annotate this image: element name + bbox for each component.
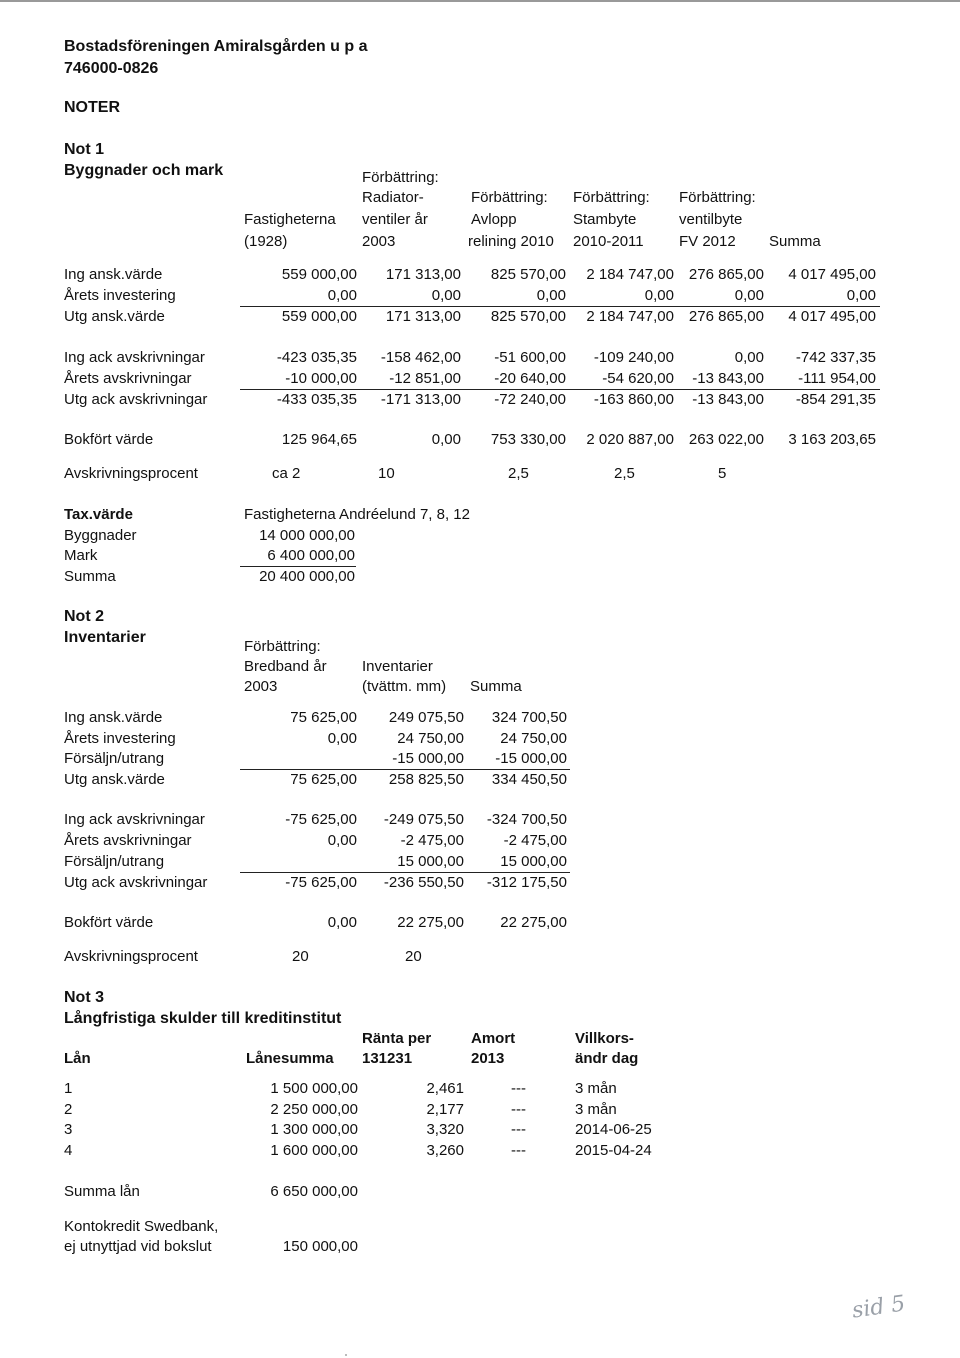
- table-cell: -2 475,00: [503, 832, 567, 849]
- table-cell: -20 640,00: [494, 370, 566, 387]
- table-cell: -742 337,35: [795, 349, 876, 366]
- column-header: Summa: [470, 678, 522, 695]
- table-cell: 334 450,50: [491, 771, 567, 788]
- table-cell: 20: [292, 948, 309, 965]
- table-cell: 75 625,00: [290, 709, 357, 726]
- column-header: (1928): [244, 233, 288, 250]
- table-cell: 0,00: [431, 431, 461, 448]
- table-cell: 0,00: [734, 287, 764, 304]
- loan-number: 1: [64, 1080, 73, 1097]
- table-cell: 0,00: [327, 832, 357, 849]
- table-cell: 0,00: [327, 914, 357, 931]
- note3-title: Långfristiga skulder till kreditinstitut: [64, 1010, 342, 1027]
- table-cell: 258 825,50: [388, 771, 464, 788]
- subtotal-rule: [240, 566, 356, 567]
- table-cell: -312 175,50: [486, 874, 567, 891]
- row-label: Bokfört värde: [64, 431, 154, 448]
- column-header: Summa: [769, 233, 821, 250]
- table-cell: 276 865,00: [688, 266, 764, 283]
- row-label: Försäljn/utrang: [64, 853, 165, 870]
- rate-date-header: 131231: [362, 1050, 413, 1067]
- row-label: Årets investering: [64, 287, 176, 304]
- table-cell: 20: [405, 948, 422, 965]
- column-header: Förbättring:: [679, 189, 756, 206]
- loan-number: 2: [64, 1101, 73, 1118]
- table-cell: 6 400 000,00: [267, 547, 355, 564]
- table-cell: 324 700,50: [491, 709, 567, 726]
- loan-total-label: Summa lån: [64, 1183, 140, 1200]
- subtotal-rule: [240, 872, 570, 873]
- table-cell: -75 625,00: [285, 811, 357, 828]
- table-cell: 753 330,00: [490, 431, 566, 448]
- table-cell: 2 184 747,00: [586, 266, 674, 283]
- table-cell: -324 700,50: [486, 811, 567, 828]
- table-cell: 22 275,00: [500, 914, 567, 931]
- scan-edge: [0, 0, 960, 2]
- table-cell: -423 035,35: [276, 349, 357, 366]
- scan-speck: [345, 1354, 347, 1356]
- table-cell: -54 620,00: [602, 370, 674, 387]
- column-header: FV 2012: [679, 233, 736, 250]
- table-cell: 2 020 887,00: [586, 431, 674, 448]
- credit-label-1: Kontokredit Swedbank,: [64, 1218, 219, 1235]
- table-cell: -15 000,00: [495, 750, 567, 767]
- table-cell: 0,00: [644, 287, 674, 304]
- loan-amount: 1 300 000,00: [270, 1121, 358, 1138]
- terms-header: Villkors-: [575, 1030, 634, 1047]
- table-cell: 14 000 000,00: [259, 527, 355, 544]
- row-label: Utg ack avskrivningar: [64, 874, 208, 891]
- table-cell: 3 163 203,65: [788, 431, 876, 448]
- loan-number: 4: [64, 1142, 73, 1159]
- terms-date-header: ändr dag: [575, 1050, 639, 1067]
- table-cell: -433 035,35: [276, 391, 357, 408]
- loan-terms-date: 2014-06-25: [575, 1121, 652, 1138]
- column-header: Radiator-: [362, 189, 424, 206]
- table-cell: 2,5: [614, 465, 635, 482]
- row-label: Avskrivningsprocent: [64, 948, 198, 965]
- loan-amount: 1 600 000,00: [270, 1142, 358, 1159]
- loan-amount: 1 500 000,00: [270, 1080, 358, 1097]
- row-label: Ing ack avskrivningar: [64, 811, 205, 828]
- column-header: Förbättring:: [244, 638, 321, 655]
- row-label: Summa: [64, 568, 116, 585]
- note2-title: Inventarier: [64, 629, 146, 646]
- row-label: Ing ansk.värde: [64, 709, 163, 726]
- table-cell: 825 570,00: [490, 266, 566, 283]
- table-cell: 75 625,00: [290, 771, 357, 788]
- table-cell: 0,00: [734, 349, 764, 366]
- table-cell: 0,00: [846, 287, 876, 304]
- table-cell: -236 550,50: [383, 874, 464, 891]
- column-header: 2003: [244, 678, 278, 695]
- loan-terms-date: 2015-04-24: [575, 1142, 652, 1159]
- table-cell: -15 000,00: [392, 750, 464, 767]
- loan-rate: 3,320: [426, 1121, 464, 1138]
- note3-label: Not 3: [64, 989, 104, 1006]
- table-cell: 5: [718, 465, 727, 482]
- amort-year-header: 2013: [471, 1050, 505, 1067]
- table-cell: -75 625,00: [285, 874, 357, 891]
- tax-heading: Fastigheterna Andréelund 7, 8, 12: [244, 506, 470, 523]
- table-cell: -111 954,00: [798, 370, 876, 387]
- table-cell: -10 000,00: [285, 370, 357, 387]
- loan-rate: 3,260: [426, 1142, 464, 1159]
- column-header: Avlopp: [471, 211, 517, 228]
- table-cell: 24 750,00: [397, 730, 464, 747]
- column-header: relining 2010: [468, 233, 554, 250]
- table-cell: 825 570,00: [490, 308, 566, 325]
- table-cell: 2,5: [508, 465, 529, 482]
- row-label: Utg ack avskrivningar: [64, 391, 208, 408]
- column-header: ventiler år: [362, 211, 428, 228]
- handwritten-page-note: sid 5: [850, 1291, 907, 1324]
- credit-label-2: ej utnyttjad vid bokslut: [64, 1238, 212, 1255]
- table-cell: -171 313,00: [380, 391, 461, 408]
- loan-amortization: ---: [511, 1142, 526, 1159]
- table-cell: 276 865,00: [688, 308, 764, 325]
- column-header: Fastigheterna: [244, 211, 336, 228]
- table-cell: 263 022,00: [688, 431, 764, 448]
- column-header: ventilbyte: [679, 211, 743, 228]
- table-cell: 10: [378, 465, 395, 482]
- loan-number: 3: [64, 1121, 73, 1138]
- column-header: Bredband år: [244, 658, 327, 675]
- org-name: Bostadsföreningen Amiralsgården u p a: [64, 38, 368, 55]
- loan-total-value: 6 650 000,00: [270, 1183, 358, 1200]
- row-label: Försäljn/utrang: [64, 750, 165, 767]
- org-number: 746000-0826: [64, 60, 159, 77]
- table-cell: -13 843,00: [692, 370, 764, 387]
- column-header: 2010-2011: [573, 233, 644, 250]
- row-label: Årets avskrivningar: [64, 832, 192, 849]
- subtotal-rule: [240, 306, 880, 307]
- note2-label: Not 2: [64, 608, 104, 625]
- table-cell: 2 184 747,00: [586, 308, 674, 325]
- loan-sum-header: Lånesumma: [246, 1050, 334, 1067]
- loan-terms-date: 3 mån: [575, 1101, 617, 1118]
- table-cell: -158 462,00: [380, 349, 461, 366]
- column-header: Förbättring:: [573, 189, 650, 206]
- table-cell: -72 240,00: [494, 391, 566, 408]
- row-label: Ing ack avskrivningar: [64, 349, 205, 366]
- loan-rate: 2,177: [426, 1101, 464, 1118]
- table-cell: 171 313,00: [385, 266, 461, 283]
- column-header: Inventarier: [362, 658, 433, 675]
- table-cell: 24 750,00: [500, 730, 567, 747]
- row-label: Ing ansk.värde: [64, 266, 163, 283]
- table-cell: 0,00: [431, 287, 461, 304]
- table-cell: -109 240,00: [593, 349, 674, 366]
- table-cell: 4 017 495,00: [788, 266, 876, 283]
- column-header: Förbättring:: [362, 169, 439, 186]
- row-label: Bokfört värde: [64, 914, 154, 931]
- table-cell: 4 017 495,00: [788, 308, 876, 325]
- row-label: Utg ansk.värde: [64, 308, 165, 325]
- table-cell: ca 2: [272, 465, 301, 482]
- table-cell: -12 851,00: [389, 370, 461, 387]
- table-cell: -2 475,00: [400, 832, 464, 849]
- row-label: Årets investering: [64, 730, 176, 747]
- amort-header: Amort: [471, 1030, 516, 1047]
- column-header: 2003: [362, 233, 396, 250]
- loan-amortization: ---: [511, 1101, 526, 1118]
- tax-title: Tax.värde: [64, 506, 133, 523]
- table-cell: -13 843,00: [692, 391, 764, 408]
- rate-header: Ränta per: [362, 1030, 432, 1047]
- row-label: Byggnader: [64, 527, 137, 544]
- credit-value: 150 000,00: [282, 1238, 358, 1255]
- table-cell: 15 000,00: [500, 853, 567, 870]
- column-header: Stambyte: [573, 211, 637, 228]
- table-cell: -249 075,50: [383, 811, 464, 828]
- loan-terms-date: 3 mån: [575, 1080, 617, 1097]
- column-header: (tvättm. mm): [362, 678, 447, 695]
- row-label: Utg ansk.värde: [64, 771, 165, 788]
- table-cell: 22 275,00: [397, 914, 464, 931]
- table-cell: 0,00: [536, 287, 566, 304]
- loan-header: Lån: [64, 1050, 91, 1067]
- table-cell: 171 313,00: [385, 308, 461, 325]
- table-cell: 125 964,65: [281, 431, 357, 448]
- loan-rate: 2,461: [426, 1080, 464, 1097]
- note1-label: Not 1: [64, 141, 104, 158]
- row-label: Årets avskrivningar: [64, 370, 192, 387]
- subtotal-rule: [240, 389, 880, 390]
- row-label: Mark: [64, 547, 98, 564]
- table-cell: 249 075,50: [388, 709, 464, 726]
- table-cell: -854 291,35: [795, 391, 876, 408]
- row-label: Avskrivningsprocent: [64, 465, 198, 482]
- loan-amortization: ---: [511, 1080, 526, 1097]
- table-cell: 0,00: [327, 287, 357, 304]
- table-cell: 15 000,00: [397, 853, 464, 870]
- table-cell: 559 000,00: [281, 266, 357, 283]
- note1-title: Byggnader och mark: [64, 162, 224, 179]
- table-cell: -163 860,00: [593, 391, 674, 408]
- section-title: NOTER: [64, 99, 120, 116]
- table-cell: 20 400 000,00: [259, 568, 355, 585]
- loan-amount: 2 250 000,00: [270, 1101, 358, 1118]
- table-cell: 0,00: [327, 730, 357, 747]
- table-cell: -51 600,00: [494, 349, 566, 366]
- column-header: Förbättring:: [471, 189, 548, 206]
- loan-amortization: ---: [511, 1121, 526, 1138]
- table-cell: 559 000,00: [281, 308, 357, 325]
- subtotal-rule: [240, 769, 570, 770]
